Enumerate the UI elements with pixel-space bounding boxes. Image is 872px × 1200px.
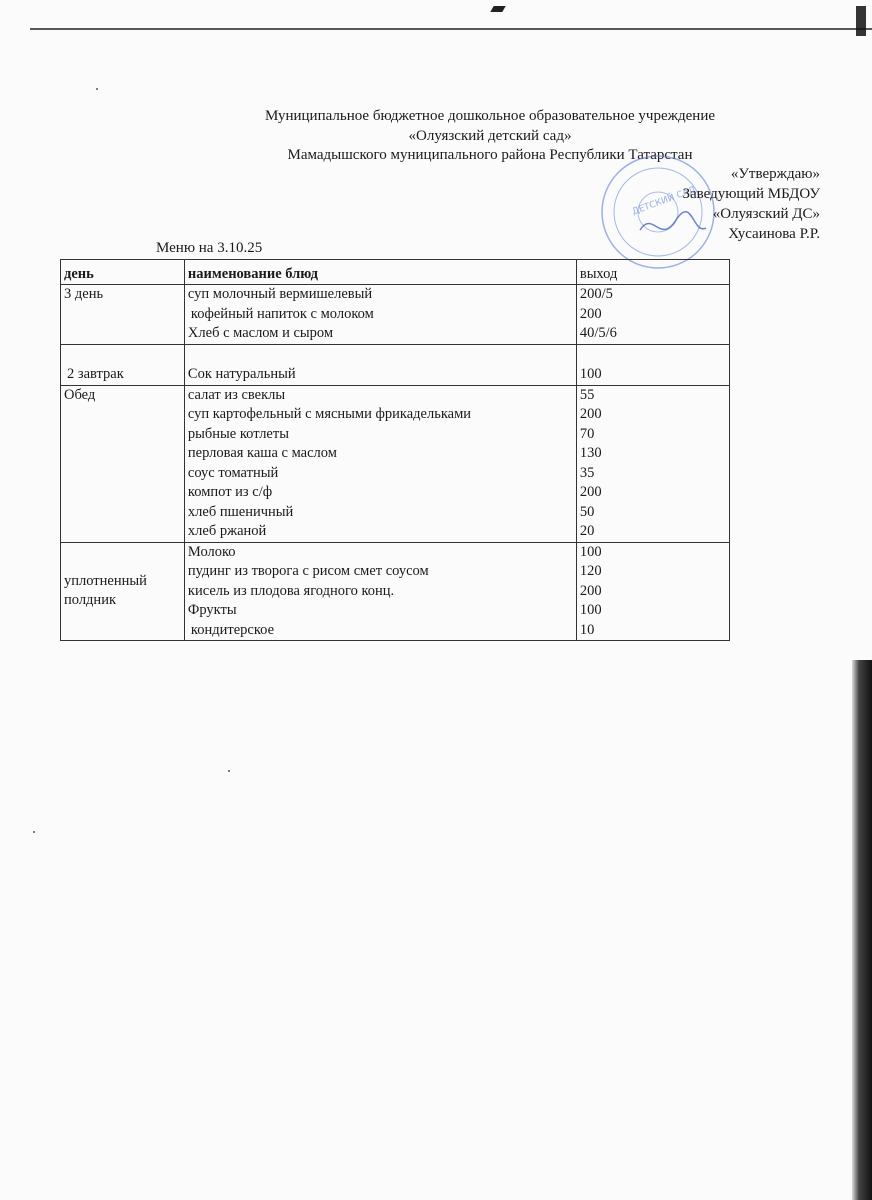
dish-item: перловая каша с маслом — [187, 445, 337, 461]
yield-item: 70 — [579, 425, 595, 442]
scan-speck — [96, 88, 98, 90]
yield-item: 40/5/6 — [579, 325, 617, 341]
scan-shadow-edge — [852, 660, 872, 1200]
dish-item: Сок натуральный — [187, 366, 296, 382]
yield-item: 55 — [579, 386, 595, 403]
approval-label: «Утверждаю» — [730, 166, 820, 182]
yield-item: 50 — [579, 503, 595, 520]
dish-item: рыбные котлеты — [187, 425, 289, 442]
yield-cell — [576, 344, 729, 385]
yield-item: 100 — [579, 543, 602, 560]
org-name-line: Муниципальное бюджетное дошкольное образовательное учреждение — [265, 108, 715, 124]
meal-label — [61, 344, 185, 385]
yield-item: 100 — [579, 366, 602, 382]
yield-item: 130 — [579, 445, 602, 461]
scan-mark — [490, 6, 505, 12]
org-name-line: Мамадышского муниципального района Республики Татарстан — [287, 147, 693, 163]
meal-label-text: 2 завтрак — [67, 366, 124, 382]
yield-item: 120 — [579, 563, 602, 579]
table-row — [61, 542, 730, 641]
yield-cell — [576, 385, 729, 542]
yield-item: 35 — [579, 464, 595, 481]
meal-label — [61, 285, 185, 345]
table-header-row — [61, 260, 730, 285]
yield-item: 200 — [579, 484, 602, 500]
dish-item: кофейный напиток с молоком — [190, 305, 374, 322]
dish-item: салат из свеклы — [187, 386, 286, 403]
dish-cell — [184, 344, 576, 385]
yield-item: 200 — [579, 305, 602, 322]
scan-corner-mark — [856, 6, 866, 36]
approval-position: Заведующий МБДОУ — [682, 186, 820, 202]
approval-signatory: Хусаинова Р.Р. — [728, 226, 820, 242]
signature-mark — [640, 212, 706, 230]
dish-item: Фрукты — [187, 602, 237, 618]
dish-cell — [184, 285, 576, 345]
header-dish: наименование блюд — [184, 260, 576, 285]
dish-item: хлеб пшеничный — [187, 503, 294, 520]
dish-item: кондитерское — [190, 621, 275, 638]
yield-item: 200/5 — [579, 286, 613, 302]
dish-item: Молоко — [187, 543, 236, 560]
dish-item: кисель из плодова ягодного конц. — [187, 582, 395, 599]
yield-cell — [576, 285, 729, 345]
meal-label — [61, 385, 185, 542]
dish-item: Хлеб с маслом и сыром — [187, 325, 334, 341]
meal-label-text: 3 день — [64, 286, 104, 302]
meal-label-text: Обед — [64, 386, 96, 403]
dish-item: компот из с/ф — [187, 484, 273, 500]
meal-label — [61, 542, 185, 641]
menu-title: Меню на 3.10.25 — [156, 240, 263, 256]
header-yield: выход — [576, 260, 729, 285]
dish-item: хлеб ржаной — [187, 523, 267, 539]
stamp-text: ДЕТСКИЙ САД — [631, 185, 698, 218]
dish-item: соус томатный — [187, 464, 279, 481]
table-row — [61, 285, 730, 345]
dish-cell — [184, 542, 576, 641]
org-name-line: «Олуязский детский сад» — [408, 128, 572, 144]
table-row — [61, 344, 730, 385]
approval-org: «Олуязский ДС» — [712, 206, 820, 222]
dish-cell — [184, 385, 576, 542]
scan-speck — [228, 770, 230, 772]
menu-table — [60, 259, 730, 641]
dish-item: пудинг из творога с рисом смет соусом — [187, 563, 429, 579]
yield-item: 10 — [579, 621, 595, 638]
yield-item: 200 — [579, 582, 602, 599]
yield-item: 100 — [579, 602, 602, 618]
header-day: день — [61, 260, 185, 285]
table-row — [61, 385, 730, 542]
yield-item: 20 — [579, 523, 595, 539]
meal-label-text: уплотненный полдник — [64, 572, 147, 609]
yield-cell — [576, 542, 729, 641]
dish-item: суп картофельный с мясными фрикадельками — [187, 406, 472, 422]
scan-edge-line — [30, 28, 872, 30]
scan-speck — [33, 831, 35, 833]
dish-item: суп молочный вермишелевый — [187, 286, 373, 302]
yield-item: 200 — [579, 406, 602, 422]
